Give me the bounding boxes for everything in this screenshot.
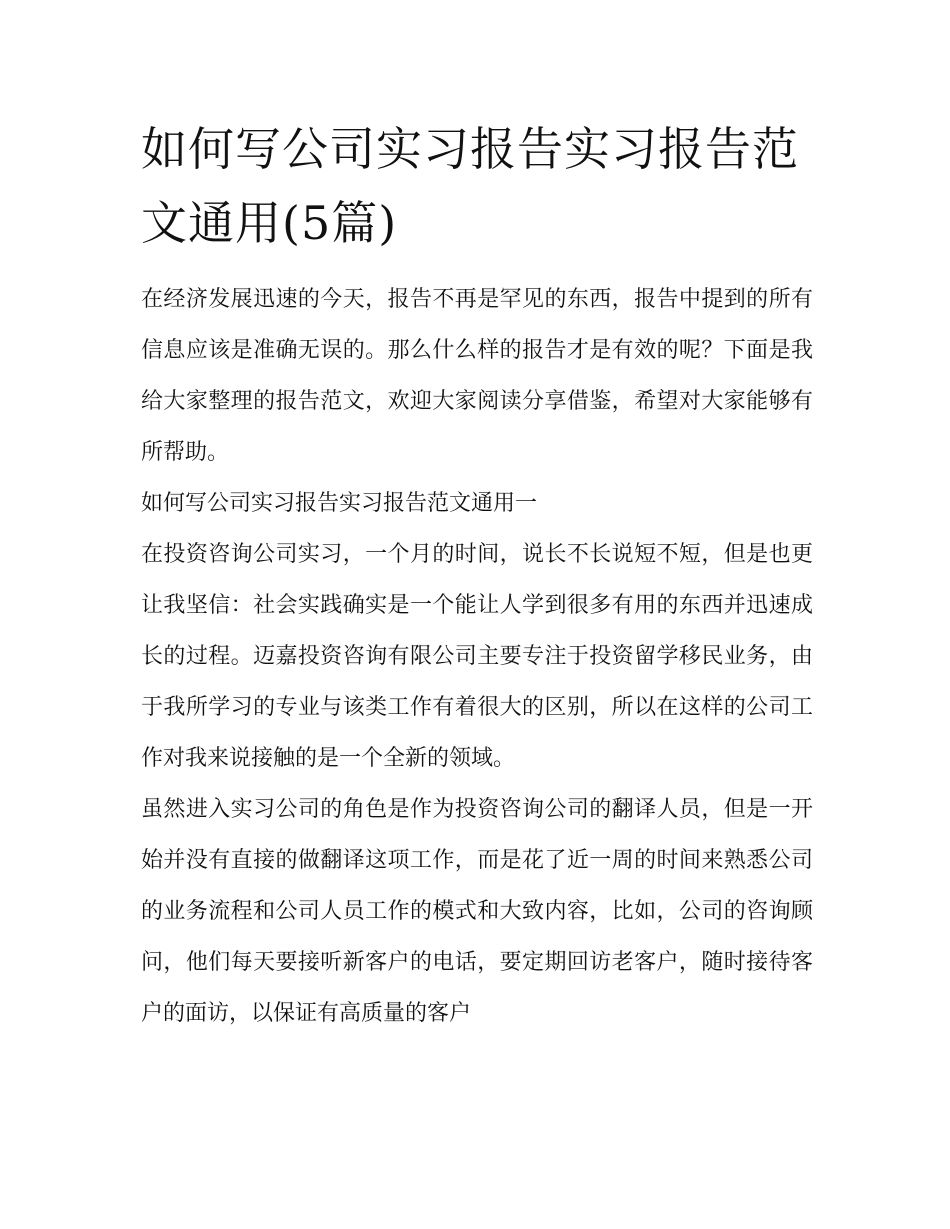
section-heading: 如何写公司实习报告实习报告范文通用一 xyxy=(141,491,538,516)
intro-paragraph: 在经济发展迅速的今天，报告不再是罕见的东西，报告中提到的所有信息应该是准确无误的。那么什么样的报告才是有效的呢？下面是我给大家整理的报告范文，欢迎大家阅读分享借鉴，希望对大家能够有所帮助。 xyxy=(141,287,813,465)
body-paragraph: 在投资咨询公司实习，一个月的时间，说长不长说短不短，但是也更让我坚信：社会实践确实是一个能让人学到很多有用的东西并迅速成长的过程。迈嘉投资咨询有限公司主要专注于投资留学移民业务，由于我所学习的专业与该类工作有着很大的区别，所以在这样的公司工作对我来说接触的是一个全新的领域。 xyxy=(141,542,813,771)
document-page xyxy=(141,112,813,1039)
document-body xyxy=(141,274,813,1039)
body-paragraph: 虽然进入实习公司的角色是作为投资咨询公司的翻译人员，但是一开始并没有直接的做翻译这项工作，而是花了近一周的时间来熟悉公司的业务流程和公司人员工作的模式和大致内容，比如，公司的咨询顾问，他们每天要接听新客户的电话，要定期回访老客户，随时接待客户的面访，以保证有高质量的客户 xyxy=(141,797,813,1026)
document-title: 如何写公司实习报告实习报告范文通用(5篇) xyxy=(141,122,799,250)
